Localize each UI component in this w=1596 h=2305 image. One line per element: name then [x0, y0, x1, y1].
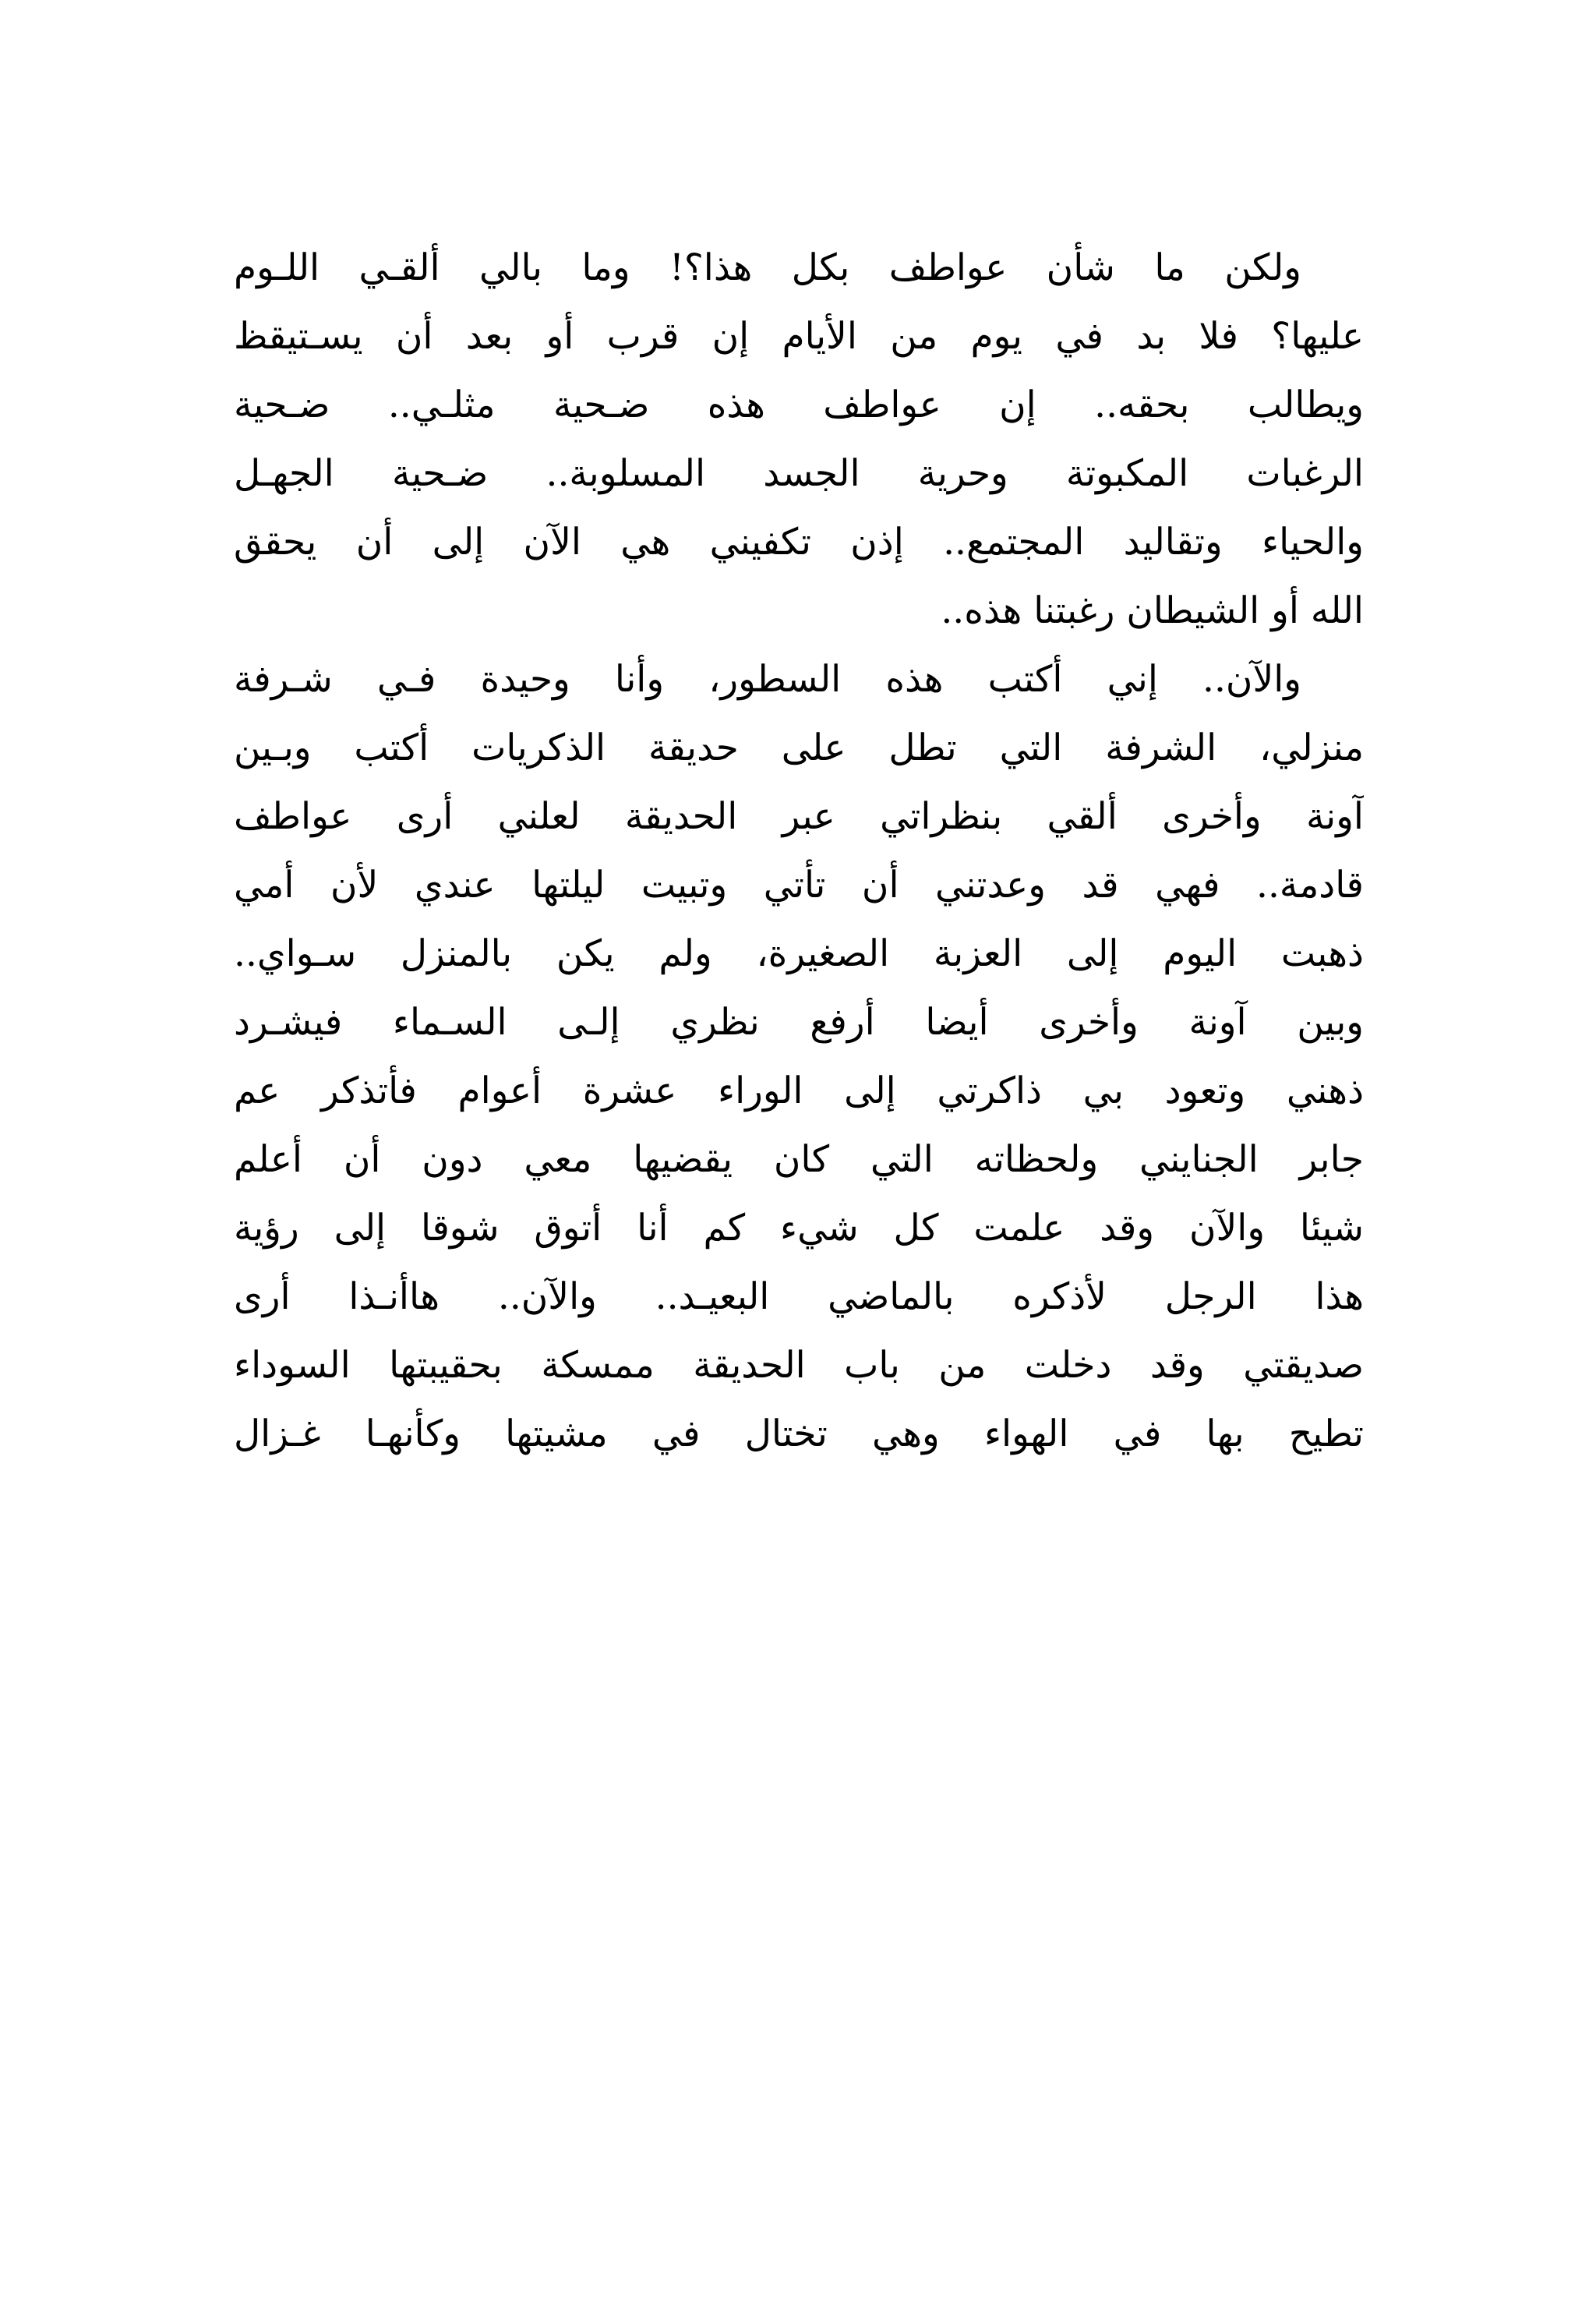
text-line: هذا الرجل لأذكره بالماضي البعيـد.. والآن.. هاأنـذا أرى — [234, 1275, 1364, 1318]
text-line: شيئا والآن وقد علمت كل شيء كم أنا أتوق شوقا إلى رؤية — [234, 1207, 1364, 1250]
body-text — [234, 234, 1364, 1469]
paragraph-2 — [234, 645, 1364, 1469]
text-line: جابر الجنايني ولحظاته التي كان يقضيها معي دون أن أعلم — [234, 1138, 1364, 1181]
text-line: والآن.. إني أكتب هذه السطور، وأنا وحيدة فـي شـرفة — [234, 658, 1301, 701]
text-line: الله أو الشيطان رغبتنا هذه.. — [941, 589, 1364, 632]
text-line: عليها؟ فلا بد في يوم من الأيام إن قرب أو بعد أن يسـتيقظ — [234, 315, 1364, 358]
text-line: منزلي، الشرفة التي تطل على حديقة الذكريات أكتب وبـين — [234, 726, 1364, 769]
text-line: صديقتي وقد دخلت من باب الحديقة ممسكة بحقيبتها السوداء — [234, 1344, 1364, 1387]
text-line: ولكن ما شأن عواطف بكل هذا؟! وما بالي ألقـي اللـوم — [234, 246, 1301, 289]
text-line: ذهني وتعود بي ذاكرتي إلى الوراء عشرة أعوام فأتذكر عم — [234, 1069, 1364, 1112]
paragraph-1 — [234, 234, 1364, 645]
text-line: وبين آونة وأخرى أيضا أرفع نظري إلـى السـماء فيشـرد — [234, 1001, 1364, 1044]
text-line: الرغبات المكبوتة وحرية الجسد المسلوبة.. ضـحية الجهـل — [234, 452, 1364, 495]
text-line: تطيح بها في الهواء وهي تختال في مشيتها وكأنهـا غـزال — [234, 1412, 1364, 1455]
text-line: ويطالب بحقه.. إن عواطف هذه ضـحية مثلـي.. ضـحية — [234, 384, 1364, 426]
text-line: قادمة.. فهي قد وعدتني أن تأتي وتبيت ليلتها عندي لأن أمي — [234, 864, 1364, 907]
text-line: والحياء وتقاليد المجتمع.. إذن تكفيني هي الآن إلى أن يحقق — [234, 521, 1364, 564]
text-line: ذهبت اليوم إلى العزبة الصغيرة، ولم يكن بالمنزل سـواي.. — [234, 932, 1364, 975]
text-line: آونة وأخرى ألقي بنظراتي عبر الحديقة لعلني أرى عواطف — [234, 795, 1364, 838]
